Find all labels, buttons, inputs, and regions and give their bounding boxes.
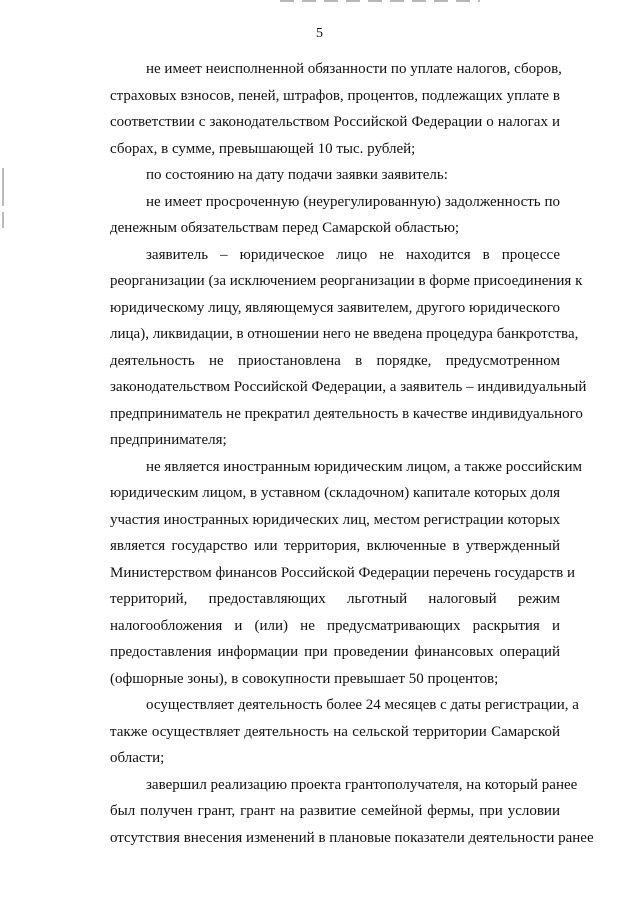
text-line: (офшорные зоны), в совокупности превышает 50 процентов; [110,670,499,687]
text-line: отсутствия внесения изменений в плановые показатели деятельности ранее [110,829,594,846]
text-line: является государство или территория, включенные в утвержденный [110,538,560,554]
paragraph-overdue-debt [74,189,560,242]
text-line: не имеет неисполненной обязанности по уплате налогов, сборов, [146,61,562,77]
text-line: по состоянию на дату подачи заявки заявитель: [146,167,448,183]
text-line: завершил реализацию проекта грантополучателя, на который ранее [146,776,578,793]
text-line: не является иностранным юридическим лицом, а также российским [146,458,582,475]
text-line: предпринимателя; [110,432,227,448]
text-line: предприниматель не прекратил деятельность в качестве индивидуального [110,405,583,422]
paragraph-tax-obligations [74,56,560,162]
document-body [74,56,594,851]
text-line: денежным обязательствам перед Самарской областью; [110,220,460,236]
left-margin-stamp-mark [2,212,4,228]
text-line: сборах, в сумме, превышающей 10 тыс. рублей; [110,140,416,157]
text-line: страховых взносов, пеней, штрафов, процентов, подлежащих уплате в [110,87,560,104]
paragraph-foreign-entity [74,454,582,693]
text-line: законодательством Российской Федерации, а заявитель – индивидуальный [110,379,587,395]
text-line: юридическому лицу, являющемуся заявителем, другого юридического [110,299,560,316]
page-number: 5 [316,26,323,41]
text-line: Министерством финансов Российской Федерации перечень государств и [110,564,575,581]
text-line: не имеет просроченную (неурегулированную) задолженность по [146,193,560,210]
text-line: осуществляет деятельность более 24 месяцев с даты регистрации, а [146,697,579,713]
text-line: соответствии с законодательством Российской Федерации о налогах и [110,114,560,130]
text-line: территорий, предоставляющих льготный налоговый режим [110,591,560,607]
text-line: реорганизации (за исключением реорганизации в форме присоединения к [110,273,583,289]
text-line: участия иностранных юридических лиц, местом регистрации которых [110,511,561,528]
top-edge-rule [280,0,480,2]
text-line: предоставления информации при проведении финансовых операций [110,644,560,660]
paragraph-reorganization [74,242,587,454]
text-line: лица), ликвидации, в отношении него не введена процедура банкротства, [110,326,579,342]
text-line: налогообложения и (или) не предусматривающих раскрытия и [110,617,560,634]
text-line: заявитель – юридическое лицо не находится в процессе [146,246,560,263]
text-line: также осуществляет деятельность на сельской территории Самарской [110,723,560,740]
left-margin-stamp-mark [2,168,4,206]
paragraph-as-of-application-date [74,162,560,189]
paragraph-completed-project [74,772,594,852]
paragraph-activity-duration [74,692,579,772]
text-line: области; [110,750,165,766]
text-line: юридическим лицом, в уставном (складочном) капитале которых доля [110,485,560,501]
text-line: был получен грант, грант на развитие семейной фермы, при условии [110,803,560,819]
text-line: деятельность не приостановлена в порядке, предусмотренном [110,352,560,369]
